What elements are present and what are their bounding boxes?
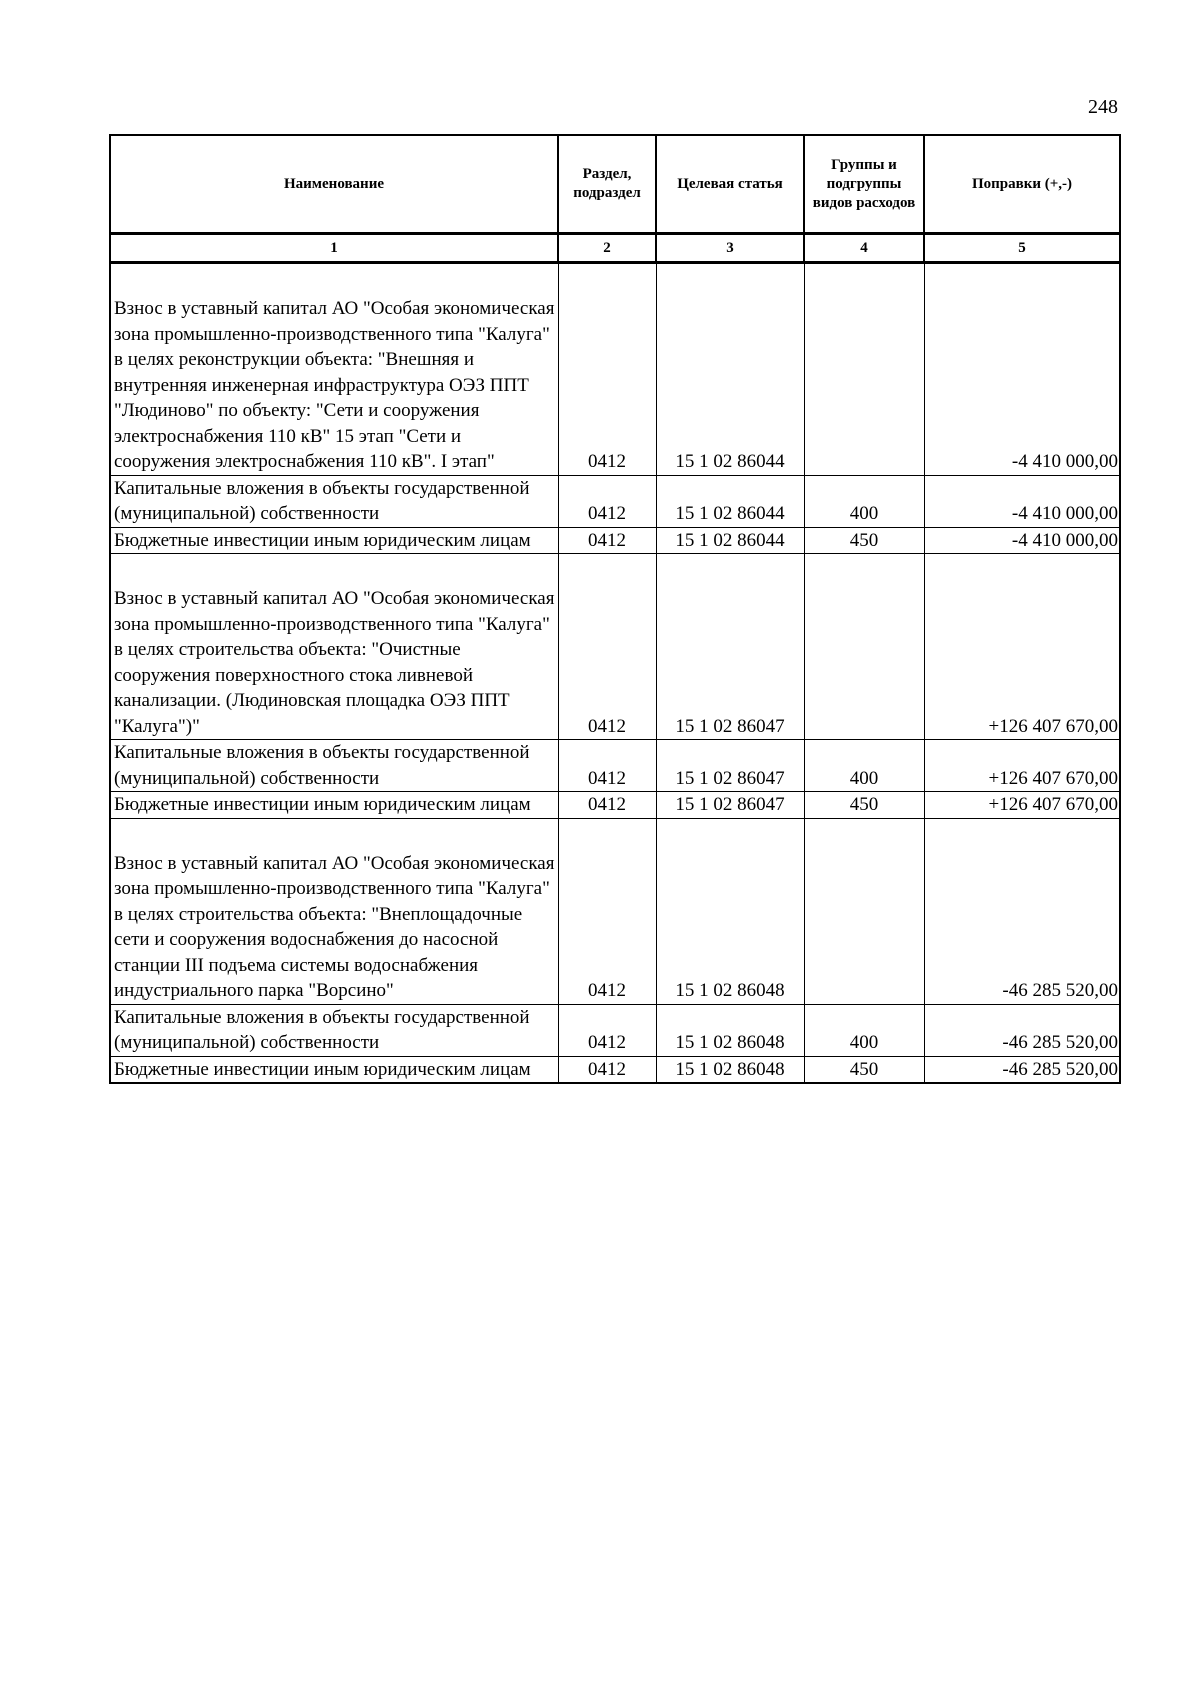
- column-number: 5: [924, 234, 1120, 263]
- row-name: Взнос в уставный капитал АО "Особая экономическая зона промышленно-производственного типа "Калуга" в целях строительства объекта: "Очистные сооружения поверхностного стока ливневой канализации. (Людиновская площадка ОЭЗ ППТ "Калуга")": [110, 554, 558, 740]
- table-row: [110, 792, 1120, 819]
- row-section: 0412: [558, 1004, 656, 1056]
- budget-table: [109, 134, 1121, 1084]
- row-group: 400: [804, 740, 924, 792]
- header-amount: Поправки (+,-): [924, 135, 1120, 234]
- row-target: 15 1 02 86048: [656, 818, 804, 1004]
- row-amount: -46 285 520,00: [924, 818, 1120, 1004]
- row-amount: +126 407 670,00: [924, 740, 1120, 792]
- row-section: 0412: [558, 1056, 656, 1083]
- row-target: 15 1 02 86044: [656, 263, 804, 476]
- column-number: 4: [804, 234, 924, 263]
- row-group: 450: [804, 527, 924, 554]
- row-section: 0412: [558, 263, 656, 476]
- row-target: 15 1 02 86048: [656, 1004, 804, 1056]
- row-name: Взнос в уставный капитал АО "Особая экономическая зона промышленно-производственного типа "Калуга" в целях реконструкции объекта: "Внешняя и внутренняя инженерная инфраструктура ОЭЗ ППТ "Людиново" по объекту: "Сети и сооружения электроснабжения 110 кВ" 15 этап "Сети и сооружения электроснабжения 110 кВ". I этап": [110, 263, 558, 476]
- table-row: [110, 1056, 1120, 1083]
- row-group: [804, 818, 924, 1004]
- row-section: 0412: [558, 740, 656, 792]
- header-section: Раздел, подраздел: [558, 135, 656, 234]
- row-name: Бюджетные инвестиции иным юридическим лицам: [110, 1056, 558, 1083]
- row-group: 400: [804, 1004, 924, 1056]
- column-number: 1: [110, 234, 558, 263]
- row-group: 450: [804, 792, 924, 819]
- table-row: [110, 740, 1120, 792]
- row-section: 0412: [558, 818, 656, 1004]
- header-row: [110, 135, 1120, 234]
- row-name: Бюджетные инвестиции иным юридическим лицам: [110, 527, 558, 554]
- row-section: 0412: [558, 792, 656, 819]
- row-name: Бюджетные инвестиции иным юридическим лицам: [110, 792, 558, 819]
- row-target: 15 1 02 86048: [656, 1056, 804, 1083]
- row-amount: -4 410 000,00: [924, 263, 1120, 476]
- table-row: [110, 554, 1120, 740]
- row-group: [804, 263, 924, 476]
- table-row: [110, 1004, 1120, 1056]
- table-row: [110, 263, 1120, 476]
- row-group: 400: [804, 475, 924, 527]
- row-amount: -46 285 520,00: [924, 1004, 1120, 1056]
- row-name: Взнос в уставный капитал АО "Особая экономическая зона промышленно-производственного типа "Калуга" в целях строительства объекта: "Внеплощадочные сети и сооружения водоснабжения до насосной станции III подъема системы водоснабжения индустриального парка "Ворсино": [110, 818, 558, 1004]
- row-amount: -4 410 000,00: [924, 527, 1120, 554]
- row-name: Капитальные вложения в объекты государственной (муниципальной) собственности: [110, 1004, 558, 1056]
- header-target: Целевая статья: [656, 135, 804, 234]
- table-row: [110, 818, 1120, 1004]
- row-amount: +126 407 670,00: [924, 554, 1120, 740]
- row-target: 15 1 02 86044: [656, 527, 804, 554]
- table-row: [110, 527, 1120, 554]
- row-target: 15 1 02 86047: [656, 792, 804, 819]
- row-group: 450: [804, 1056, 924, 1083]
- column-number-row: [110, 234, 1120, 263]
- row-target: 15 1 02 86047: [656, 740, 804, 792]
- row-name: Капитальные вложения в объекты государственной (муниципальной) собственности: [110, 740, 558, 792]
- header-name: Наименование: [110, 135, 558, 234]
- row-amount: -4 410 000,00: [924, 475, 1120, 527]
- column-number: 2: [558, 234, 656, 263]
- row-section: 0412: [558, 475, 656, 527]
- row-target: 15 1 02 86047: [656, 554, 804, 740]
- row-amount: +126 407 670,00: [924, 792, 1120, 819]
- row-group: [804, 554, 924, 740]
- column-number: 3: [656, 234, 804, 263]
- row-section: 0412: [558, 527, 656, 554]
- row-name: Капитальные вложения в объекты государственной (муниципальной) собственности: [110, 475, 558, 527]
- table-row: [110, 475, 1120, 527]
- header-group: Группы и подгруппы видов расходов: [804, 135, 924, 234]
- row-amount: -46 285 520,00: [924, 1056, 1120, 1083]
- page-number: 248: [1088, 96, 1118, 118]
- row-section: 0412: [558, 554, 656, 740]
- row-target: 15 1 02 86044: [656, 475, 804, 527]
